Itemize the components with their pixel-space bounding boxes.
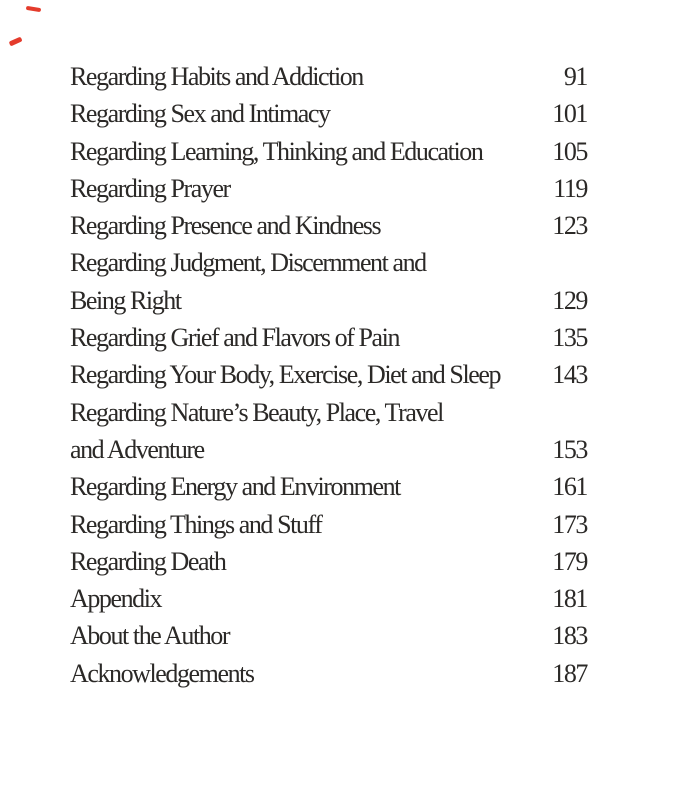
toc-entry (70, 319, 587, 356)
toc-entry (70, 655, 587, 692)
toc-entry-title-line2: and Adventure (70, 434, 204, 464)
toc-entry-title: Acknowledgements (70, 658, 254, 688)
toc-entry (70, 170, 587, 207)
toc-entry (70, 133, 587, 170)
toc-entry-title: Regarding Learning, Thinking and Education (70, 136, 483, 166)
toc-entry-title: Regarding Prayer (70, 173, 230, 203)
toc-entry (70, 543, 587, 580)
toc-entry (70, 95, 587, 132)
toc-entry-page-number: 179 (552, 546, 587, 576)
red-pen-mark-icon (26, 6, 41, 12)
toc-entry-title-line1: Regarding Nature’s Beauty, Place, Travel (70, 397, 443, 427)
toc-entry-page-number: 143 (552, 360, 587, 390)
toc-entry-page-number: 123 (552, 211, 587, 241)
toc-entry (70, 394, 587, 469)
toc-entry-page-number: 135 (552, 323, 587, 353)
toc-entry-page-number: 173 (552, 509, 587, 539)
toc-entry-title: Regarding Habits and Addiction (70, 62, 363, 91)
toc-entry-title-line2: Being Right (70, 285, 181, 315)
toc-entry-page-number: 129 (552, 285, 587, 315)
toc-entry (70, 617, 587, 654)
toc-entry-title: Regarding Sex and Intimacy (70, 99, 330, 129)
toc-entry-page-number: 187 (552, 658, 587, 688)
toc-entry-page-number: 105 (552, 136, 587, 166)
toc-entry-page-number: 153 (552, 434, 587, 464)
toc-entry (70, 207, 587, 244)
toc-entry-title: Regarding Presence and Kindness (70, 211, 381, 241)
toc-entry-page-number: 119 (553, 173, 587, 203)
toc-entry-title-line1: Regarding Judgment, Discernment and (70, 248, 426, 278)
toc-entry (70, 580, 587, 617)
toc-entry (70, 244, 587, 319)
toc-entry (70, 468, 587, 505)
toc-list (70, 58, 587, 692)
toc-entry-page-number: 101 (552, 99, 587, 129)
toc-entry-page-number: 91 (563, 62, 587, 91)
toc-entry-page-number: 183 (552, 621, 587, 651)
toc-entry (70, 356, 587, 393)
toc-entry-page-number: 161 (552, 472, 587, 502)
toc-entry (70, 58, 587, 95)
red-pen-mark-icon (9, 37, 23, 46)
toc-entry-title: Regarding Grief and Flavors of Pain (70, 323, 400, 353)
toc-entry-page-number: 181 (552, 584, 587, 614)
toc-entry-title: Regarding Things and Stuff (70, 509, 322, 539)
toc-entry-title: About the Author (70, 621, 230, 651)
toc-entry-title: Regarding Your Body, Exercise, Diet and Sleep (70, 360, 501, 390)
toc-entry-title: Regarding Death (70, 546, 226, 576)
toc-entry-title: Regarding Energy and Environment (70, 472, 400, 502)
toc-entry (70, 506, 587, 543)
toc-entry-title: Appendix (70, 584, 162, 614)
